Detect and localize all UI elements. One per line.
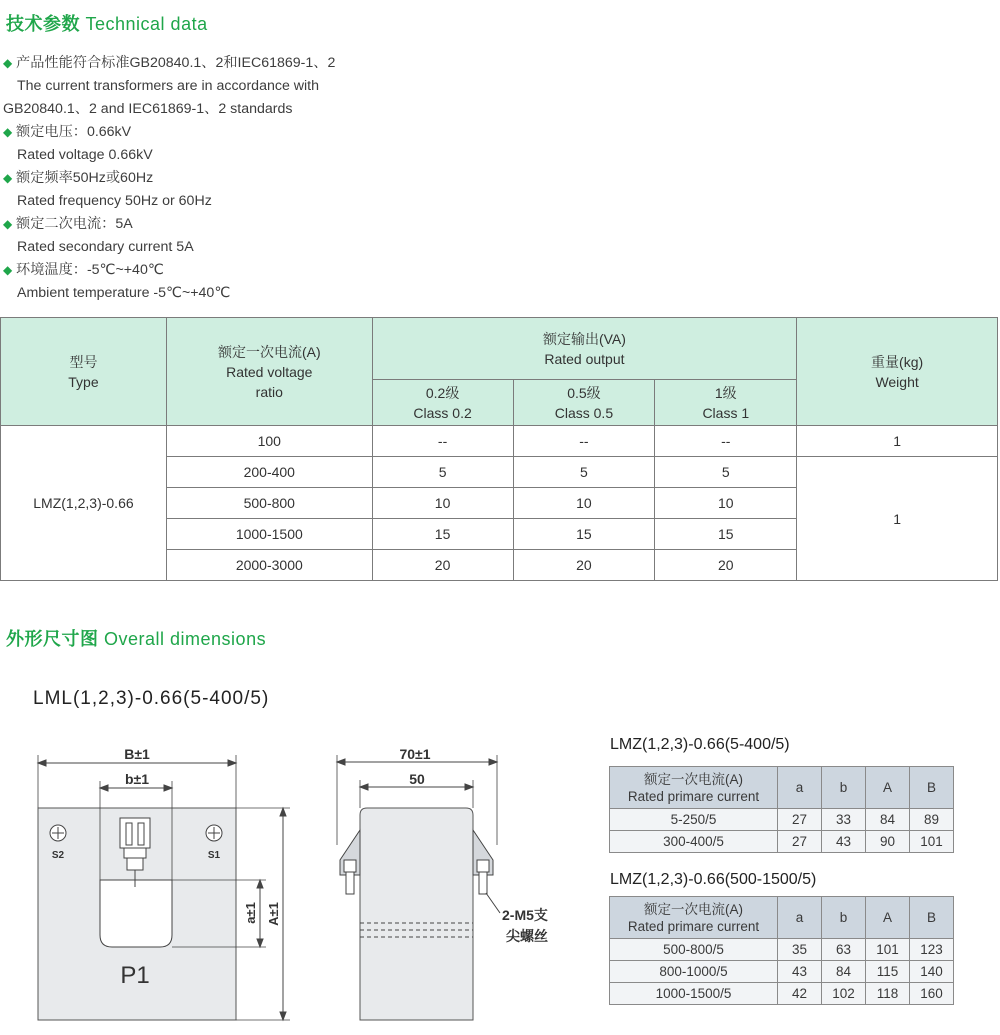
diamond-icon: ◆ — [3, 56, 13, 70]
table-row: 1000-1500/5 42 102 118 160 — [610, 983, 954, 1005]
title-en: Technical data — [85, 14, 208, 34]
spec-item-en — [3, 236, 335, 259]
dim-header-col: a — [778, 897, 822, 939]
table-row: 300-400/5 27 43 90 101 — [610, 831, 954, 853]
spec-en: Rated frequency 50Hz or 60Hz — [17, 193, 212, 209]
value-cell: -- — [655, 426, 797, 457]
diamond-icon: ◆ — [3, 125, 13, 139]
label-A: A±1 — [266, 902, 281, 926]
technical-data-table — [0, 317, 998, 581]
label-screw1: 2-M5支 — [502, 907, 548, 923]
spec-item-en — [3, 144, 335, 167]
dim-header-col: A — [866, 897, 910, 939]
value-cell: 20 — [372, 550, 513, 581]
side-view — [337, 755, 500, 1020]
value-cell: 15 — [655, 519, 797, 550]
spec-cn: 额定二次电流：5A — [16, 216, 133, 232]
section-title-dimensions — [6, 625, 266, 651]
dim-table-1-title: LMZ(1,2,3)-0.66(5-400/5) — [610, 736, 790, 753]
value-cell: 5 — [513, 457, 655, 488]
header-class-05: 0.5级 Class 0.5 — [513, 380, 655, 426]
value-cell: -- — [513, 426, 655, 457]
table-row — [1, 426, 998, 457]
spec-en: GB20840.1、2 and IEC61869-1、2 standards — [3, 101, 293, 117]
label-a: a±1 — [243, 902, 258, 924]
table-row: 500-800/5 35 63 101 123 — [610, 939, 954, 961]
header-ratio: 额定一次电流(A) Rated voltage ratio — [166, 318, 372, 426]
title-cn: 技术参数 — [6, 14, 80, 34]
diamond-icon: ◆ — [3, 171, 13, 185]
dimension-drawing — [0, 735, 600, 1035]
spec-item-en — [3, 282, 335, 305]
value-cell: 10 — [372, 488, 513, 519]
dim-header-col: a — [778, 767, 822, 809]
dim-header-col: A — [866, 767, 910, 809]
header-class-1: 1级 Class 1 — [655, 380, 797, 426]
label-70: 70±1 — [399, 746, 431, 762]
value-cell: 20 — [513, 550, 655, 581]
title-cn: 外形尺寸图 — [6, 629, 99, 649]
label-screw2: 尖螺丝 — [506, 928, 548, 944]
dim-header-col: b — [822, 767, 866, 809]
ratio-cell: 2000-3000 — [166, 550, 372, 581]
label-50: 50 — [409, 771, 425, 787]
dim-table-2-title: LMZ(1,2,3)-0.66(500-1500/5) — [610, 871, 817, 888]
value-cell: 5 — [655, 457, 797, 488]
spec-item — [3, 167, 335, 190]
weight-cell: 1 — [797, 426, 998, 457]
spec-en: Ambient temperature -5℃~+40℃ — [17, 285, 231, 301]
drawing-model: LML(1,2,3)-0.66(5-400/5) — [33, 688, 270, 709]
spec-cn: 环境温度：-5℃~+40℃ — [16, 262, 164, 278]
table-row: 5-250/5 27 33 84 89 — [610, 809, 954, 831]
ratio-cell: 200-400 — [166, 457, 372, 488]
value-cell: 20 — [655, 550, 797, 581]
header-weight: 重量(kg) Weight — [797, 318, 998, 426]
label-B: B±1 — [124, 746, 150, 762]
ratio-cell: 100 — [166, 426, 372, 457]
dim-table-2 — [609, 896, 954, 1005]
spec-item-en — [3, 190, 335, 213]
value-cell: 15 — [513, 519, 655, 550]
section-title-technical — [6, 10, 208, 36]
spec-en: Rated voltage 0.66kV — [17, 147, 153, 163]
value-cell: 10 — [513, 488, 655, 519]
spec-list — [3, 52, 335, 305]
header-type: 型号 Type — [1, 318, 167, 426]
value-cell: -- — [372, 426, 513, 457]
value-cell: 5 — [372, 457, 513, 488]
title-en: Overall dimensions — [104, 629, 267, 649]
dim-header-col: b — [822, 897, 866, 939]
value-cell: 10 — [655, 488, 797, 519]
diamond-icon: ◆ — [3, 263, 13, 277]
spec-item-en2 — [3, 98, 335, 121]
spec-item — [3, 259, 335, 282]
spec-en: The current transformers are in accordance with — [17, 78, 320, 94]
header-rated-output: 额定输出(VA) Rated output — [372, 318, 797, 380]
ratio-cell: 1000-1500 — [166, 519, 372, 550]
spec-cn: 额定频率50Hz或60Hz — [16, 170, 154, 186]
dim-header-col: B — [910, 897, 954, 939]
dim-table-1 — [609, 766, 954, 853]
label-P1: P1 — [120, 962, 150, 989]
dim-header-current: 额定一次电流(A) Rated primare current — [610, 897, 778, 939]
dim-header-col: B — [910, 767, 954, 809]
ratio-cell: 500-800 — [166, 488, 372, 519]
spec-item-en — [3, 75, 335, 98]
spec-item — [3, 121, 335, 144]
front-view — [38, 755, 290, 1020]
value-cell: 15 — [372, 519, 513, 550]
label-S2: S2 — [51, 850, 65, 861]
diamond-icon: ◆ — [3, 217, 13, 231]
dim-header-current: 额定一次电流(A) Rated primare current — [610, 767, 778, 809]
model-cell: LMZ(1,2,3)-0.66 — [1, 426, 167, 581]
spec-en: Rated secondary current 5A — [17, 239, 194, 255]
spec-cn: 额定电压：0.66kV — [16, 124, 132, 140]
label-b: b±1 — [124, 771, 150, 787]
weight-cell: 1 — [797, 457, 998, 581]
spec-item — [3, 213, 335, 236]
label-S1: S1 — [207, 850, 221, 861]
table-row: 800-1000/5 43 84 115 140 — [610, 961, 954, 983]
header-class-02: 0.2级 Class 0.2 — [372, 380, 513, 426]
spec-item — [3, 52, 335, 75]
spec-cn: 产品性能符合标准GB20840.1、2和IEC61869-1、2 — [16, 55, 336, 71]
